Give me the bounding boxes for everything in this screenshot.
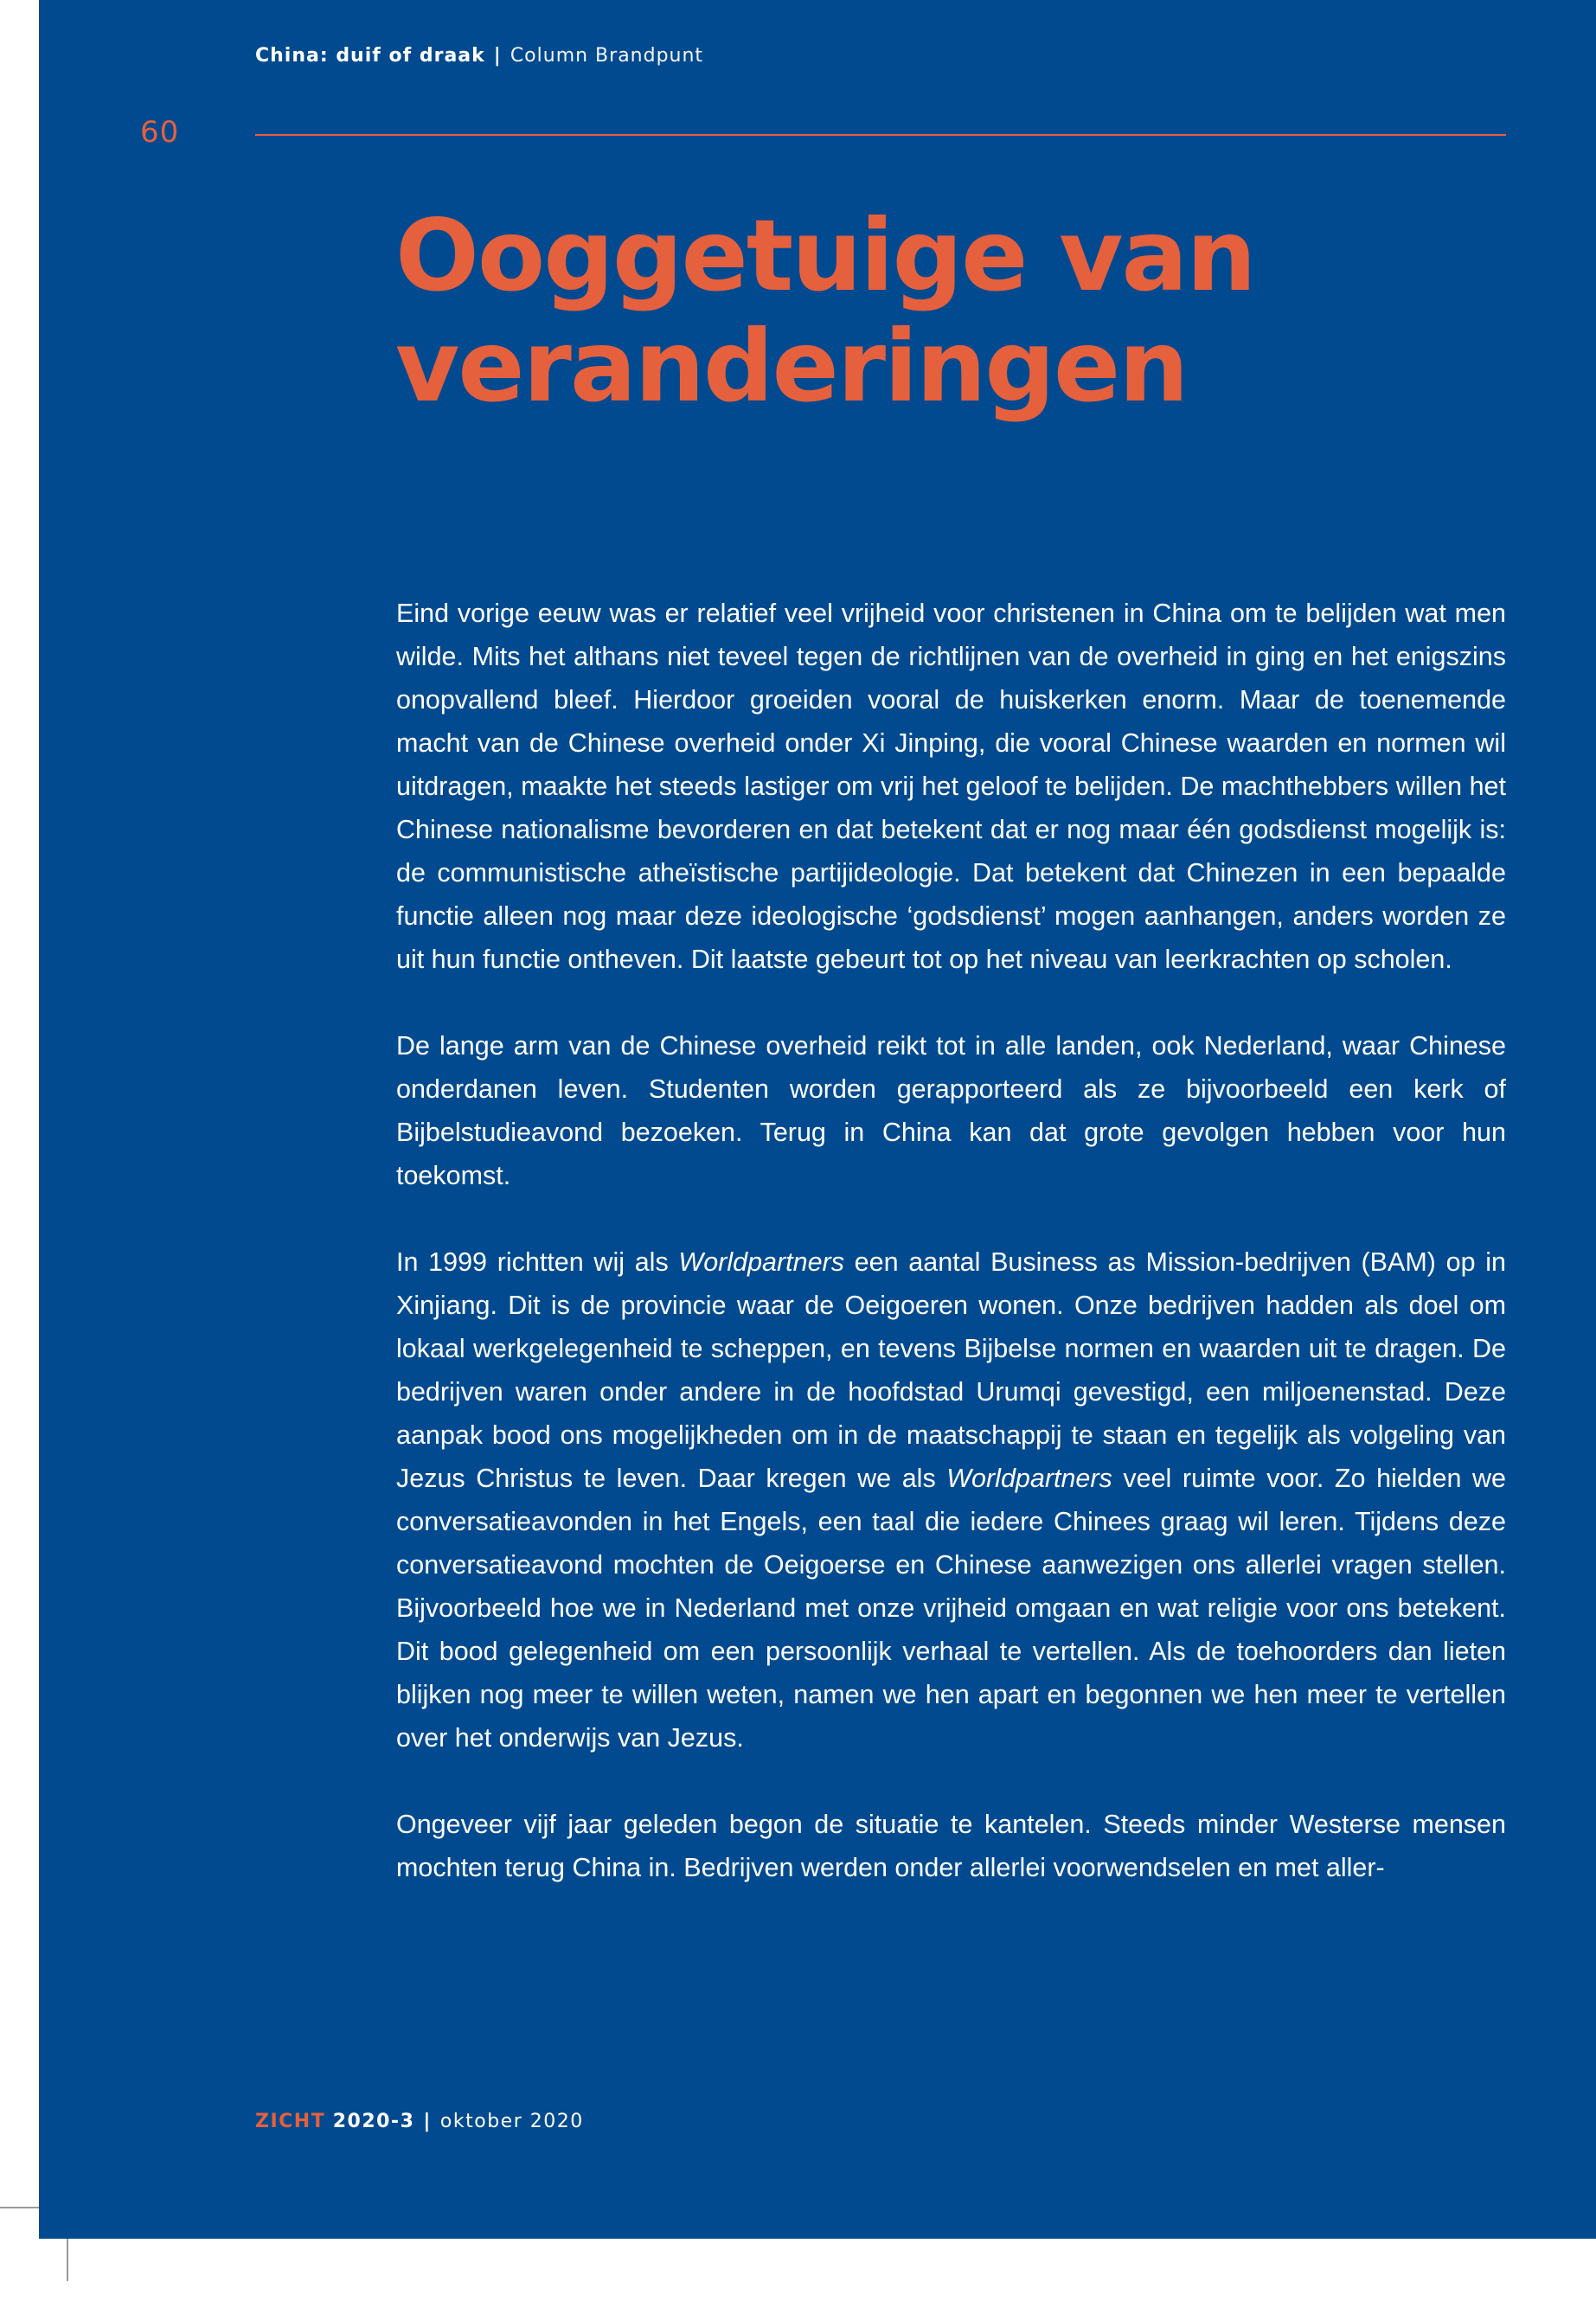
organization-name: Worldpartners [946,1464,1112,1493]
issue-date: oktober 2020 [439,2111,584,2132]
page-number: 60 [140,115,180,150]
header-section-title: China: duif of draak [255,45,485,67]
paragraph-3 [396,1240,1506,1759]
paragraph-1: Eind vorige eeuw was er relatief veel vrijheid voor christenen in China om te belijden wat men wilde. Mits het althans niet teveel tegen de richtlijnen van de overheid in ging en het enigszins onopvallend bleef. Hierdoor groeiden vooral de huiskerken enorm. Maar de toenemende macht van de Chinese overheid onder Xi Jinping, die vooral Chinese waarden en normen wil uitdragen, maakte het steeds lastiger om vrij het geloof te belijden. De machthebbers willen het Chinese nationalisme bevorderen en dat betekent dat er nog maar één godsdienst mogelijk is: de communistische atheïstische partijideologie. Dat betekent dat Chinezen in een bepaalde functie alleen nog maar deze ideologische ‘godsdienst’ mogen aanhangen, anders worden ze uit hun functie ontheven. Dit laatste gebeurt tot op het niveau van leerkrachten op scholen. [396,599,1506,974]
organization-name: Worldpartners [678,1247,844,1277]
footer-separator: | [423,2111,432,2132]
article-body [396,592,1506,1889]
running-footer [255,2111,584,2132]
paragraph-3-part-2: een aantal Business as Mission-bedrijven (BAM) op in Xinjiang. Dit is de provincie waar de Oeigoeren wonen. Onze bedrijven hadden als doel om lokaal werkgelegenheid te scheppen, en tevens Bijbelse normen en waarden uit te dragen. De bedrijven waren onder andere in de hoofdstad Urumqi gevestigd, een miljoenenstad. Deze aanpak bood ons mogelijkheden om in de maatschappij te staan en tegelijk als volgeling van Jezus Christus te leven. Daar kregen we als [396,1247,1506,1493]
paragraph-4: Ongeveer vijf jaar geleden begon de situatie te kantelen. Steeds minder Westerse mensen mochten terug China in. Bedrijven werden onder allerlei voorwendselen en met aller- [396,1810,1506,1882]
header-rule [255,134,1506,136]
running-header [255,45,703,67]
header-separator: | [493,45,502,67]
header-column-name: Column Brandpunt [510,45,704,67]
paragraph-3-part-3: veel ruimte voor. Zo hielden we conversatieavonden in het Engels, een taal die iedere Chinees graag wil leren. Tijdens deze conversatieavond mochten de Oeigoerse en Chinese aanwezigen ons allerlei vragen stellen. Bijvoorbeeld hoe we in Nederland met onze vrijheid omgaan en wat religie voor ons betekent. Dit bood gelegenheid om een persoonlijk verhaal te vertellen. Als de toehoorders dan lieten blijken nog meer te willen weten, namen we hen apart en begonnen we hen meer te vertellen over het onderwijs van Jezus. [396,1464,1506,1753]
paragraph-2: De lange arm van de Chinese overheid reikt tot in alle landen, ook Nederland, waar Chinese onderdanen leven. Studenten worden gerapporteerd als ze bijvoorbeeld een kerk of Bijbelstudieavond bezoeken. Terug in China kan dat grote gevolgen hebben voor hun toekomst. [396,1031,1506,1190]
issue-number: 2020-3 [332,2111,415,2132]
magazine-page [39,0,1596,2239]
article-title-line-2: veranderingen [395,309,1188,424]
article-title-line-1: Ooggetuige van [395,198,1255,313]
crop-mark-vertical [67,2234,68,2281]
article-title [395,198,1433,424]
magazine-brand: ZICHT [255,2111,326,2132]
paragraph-3-part-1: In 1999 richtten wij als [396,1247,679,1277]
